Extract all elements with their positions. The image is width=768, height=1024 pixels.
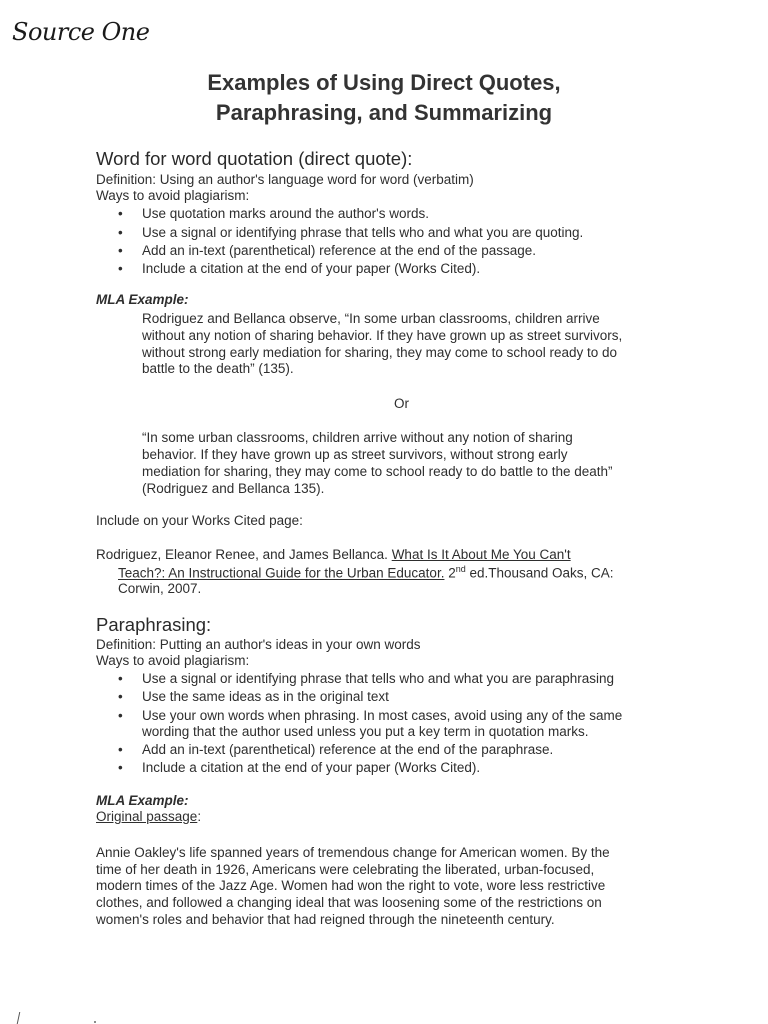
mla-example-label: MLA Example: [96,793,189,808]
example-line: behavior. If they have grown up as street survivors, without strong early [142,447,568,462]
list-item: • Use quotation marks around the author's words. [142,206,429,221]
example-line: battle to the death” (135). [142,361,294,376]
citation-title-cont: Teach?: An Instructional Guide for the Urban Educator. [118,565,445,581]
example-line: without strong early mediation for sharing, they may come to school ready to do [142,345,617,360]
list-item: • Use a signal or identifying phrase that tells who and what you are paraphrasing [142,671,614,686]
list-item: • Add an in-text (parenthetical) reference at the end of the passage. [142,243,536,258]
passage-line: modern times of the Jazz Age. Women had won the right to vote, wore less restrictive [96,878,606,893]
direct-quote-ways-label: Ways to avoid plagiarism: [96,188,250,203]
scan-speck [94,1021,96,1023]
original-passage-colon: : [197,809,202,824]
passage-line: clothes, and followed a changing ideal that was loosening some of the restrictions on [96,895,602,910]
example-line: “In some urban classrooms, children arrive without any notion of sharing [142,430,573,445]
page-title-line2: Paraphrasing, and Summarizing [215,100,553,125]
example-line: Rodriguez and Bellanca observe, “In some urban classrooms, children arrive [142,311,600,326]
citation-title: What Is It About Me You Can't [391,547,571,562]
citation-line2 [118,564,614,581]
citation-line1 [96,547,571,562]
citation-line3: Corwin, 2007. [118,581,202,596]
works-cited-label: Include on your Works Cited page: [96,513,303,528]
citation-authors: Rodriguez, Eleanor Renee, and James Bellanca. [96,547,392,562]
or-separator: Or [394,396,409,411]
page-title-line1: Examples of Using Direct Quotes, [207,70,561,95]
paraphrasing-ways-label: Ways to avoid plagiarism: [96,653,250,668]
passage-line: time of her death in 1926, Americans were celebrating the liberated, urban-focused, [96,862,595,877]
passage-line: women's roles and behavior that had reigned through the nineteenth century. [96,912,555,927]
list-item: • Use the same ideas as in the original text [142,689,389,704]
paraphrasing-definition: Definition: Putting an author's ideas in your own words [96,637,421,652]
list-item: • Include a citation at the end of your paper (Works Cited). [142,760,480,775]
list-item: • Include a citation at the end of your paper (Works Cited). [142,261,480,276]
direct-quote-heading: Word for word quotation (direct quote): [96,148,413,169]
handwritten-mark [17,1012,25,1024]
passage-line: Annie Oakley's life spanned years of tremendous change for American women. By the [96,845,610,860]
list-item: • Use a signal or identifying phrase that tells who and what you are quoting. [142,225,583,240]
original-passage-label [96,809,201,824]
example-line: mediation for sharing, they may come to school ready to do battle to the death” [142,464,613,479]
original-passage-text: Original passage [96,809,198,824]
citation-edition-sup: nd [455,564,466,574]
list-item: • Add an in-text (parenthetical) reference at the end of the paraphrase. [142,742,553,757]
citation-publisher: ed.Thousand Oaks, CA: [465,565,614,581]
example-line: (Rodriguez and Bellanca 135). [142,481,325,496]
mla-example-label: MLA Example: [96,292,189,307]
example-line: without any notion of sharing behavior. If they have grown up as street survivors, [142,328,623,343]
direct-quote-definition: Definition: Using an author's language word for word (verbatim) [96,172,474,187]
handwritten-source-note: Source One [12,18,150,46]
citation-edition: 2 [444,565,456,581]
list-item-continuation: wording that the author used unless you put a key term in quotation marks. [142,724,589,739]
list-item: • Use your own words when phrasing. In most cases, avoid using any of the same [142,708,622,723]
paraphrasing-heading: Paraphrasing: [96,614,212,635]
